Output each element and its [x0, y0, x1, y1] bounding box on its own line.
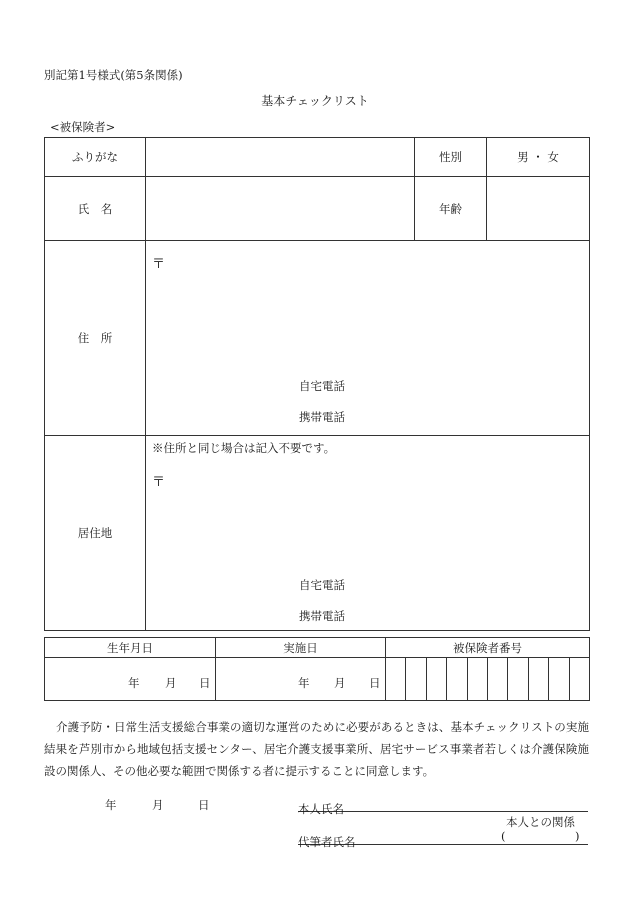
birthdate-label: 生年月日	[45, 638, 216, 658]
sex-label: 性別	[415, 138, 487, 177]
form-number-label: 別記第1号様式(第5条関係)	[44, 68, 183, 82]
sign-year-unit: 年	[105, 798, 117, 812]
furigana-label: ふりがな	[45, 138, 146, 177]
year-unit: 年	[128, 676, 140, 690]
day-unit: 日	[369, 676, 381, 690]
month-unit: 月	[165, 676, 177, 690]
digit-box[interactable]	[447, 658, 467, 700]
home-phone-label: 自宅電話	[299, 379, 345, 393]
birthdate-field[interactable]	[45, 658, 216, 701]
relationship-paren-close: )	[575, 829, 580, 843]
name-field[interactable]	[146, 177, 415, 241]
principal-name-label: 本人氏名	[298, 802, 344, 816]
insured-number-boxes[interactable]	[386, 658, 590, 701]
sex-options[interactable]: 男 ・ 女	[487, 138, 590, 177]
mobile-phone-label: 携帯電話	[299, 609, 345, 623]
digit-box[interactable]	[549, 658, 569, 700]
insured-section-label: <被保険者>	[50, 120, 116, 134]
digit-box[interactable]	[508, 658, 528, 700]
age-label: 年齢	[415, 177, 487, 241]
year-unit: 年	[298, 676, 310, 690]
dates-table	[44, 637, 590, 701]
digit-box[interactable]	[406, 658, 426, 700]
relationship-paren-open: (	[501, 829, 506, 843]
month-unit: 月	[334, 676, 346, 690]
personal-info-table	[44, 137, 590, 631]
sign-month-unit: 月	[152, 798, 164, 812]
postal-mark: 〒	[152, 257, 166, 272]
residence-label: 居住地	[45, 436, 146, 631]
day-unit: 日	[199, 676, 211, 690]
name-label: 氏 名	[45, 177, 146, 241]
digit-box-row	[386, 658, 589, 700]
furigana-field[interactable]	[146, 138, 415, 177]
impl-date-label: 実施日	[216, 638, 386, 658]
address-label: 住 所	[45, 241, 146, 436]
sign-day-unit: 日	[198, 798, 210, 812]
insured-number-label: 被保険者番号	[386, 638, 590, 658]
mobile-phone-label: 携帯電話	[299, 410, 345, 424]
address-field[interactable]	[146, 241, 590, 436]
proxy-name-line[interactable]	[298, 829, 588, 849]
digit-box[interactable]	[529, 658, 549, 700]
age-field[interactable]	[487, 177, 590, 241]
digit-box[interactable]	[427, 658, 447, 700]
digit-box[interactable]	[570, 658, 589, 700]
principal-name-line[interactable]	[298, 798, 588, 816]
postal-mark: 〒	[152, 475, 166, 490]
impl-date-field[interactable]	[216, 658, 386, 701]
residence-note: ※住所と同じ場合は記入不要です。	[152, 441, 336, 455]
relationship-label: 本人との関係	[506, 815, 575, 829]
proxy-name-label: 代筆者氏名	[298, 835, 356, 849]
digit-box[interactable]	[488, 658, 508, 700]
residence-field[interactable]	[146, 436, 590, 631]
consent-paragraph: 介護予防・日常生活支援総合事業の適切な運営のために必要があるときは、基本チェックリストの実施結果を芦別市から地域包括支援センター、居宅介護支援事業所、居宅サービス事業者若しくは介護保険施設の関係人、その他必要な範囲で関係する者に提示することに同意します。	[44, 720, 589, 778]
digit-box[interactable]	[386, 658, 406, 700]
digit-box[interactable]	[468, 658, 488, 700]
page-title: 基本チェックリスト	[261, 94, 369, 108]
home-phone-label: 自宅電話	[299, 578, 345, 592]
